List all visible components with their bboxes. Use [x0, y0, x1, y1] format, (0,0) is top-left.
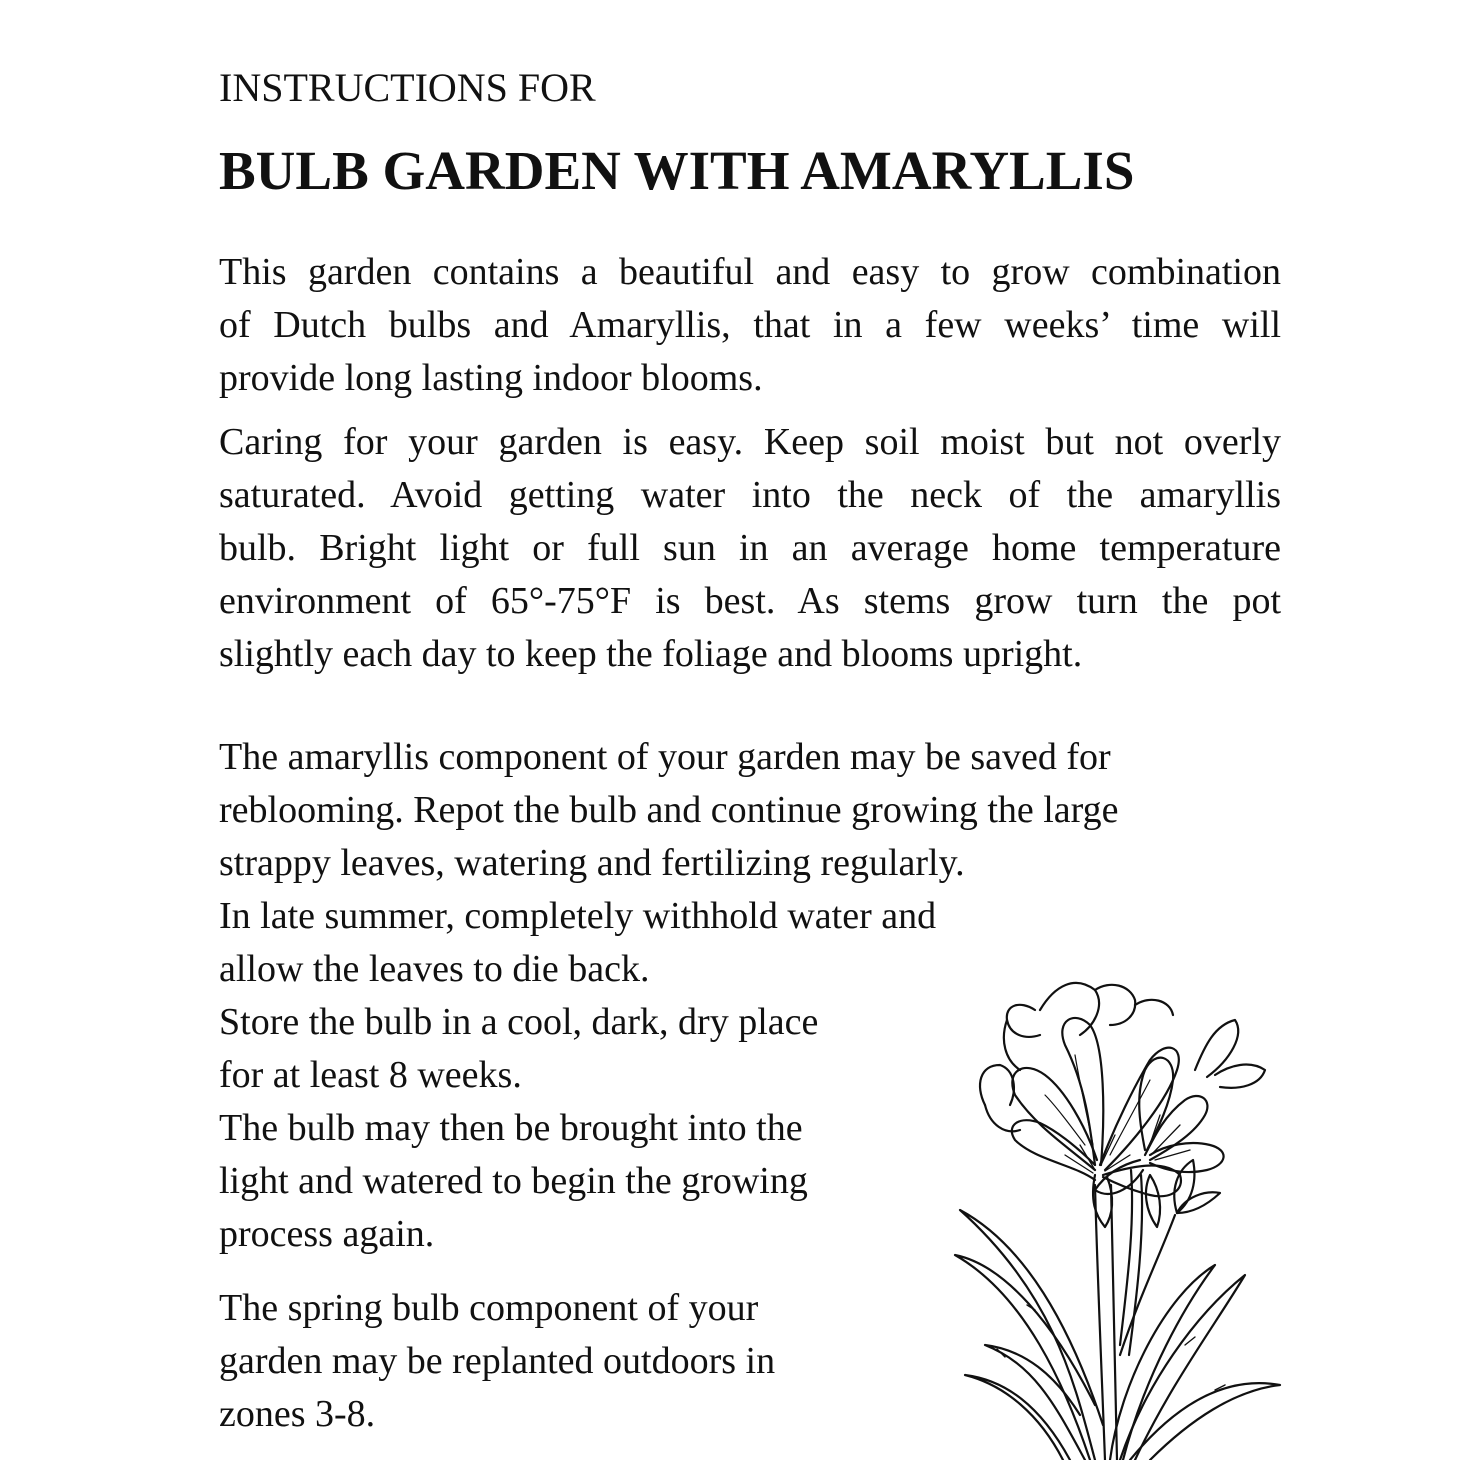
rebloom-line-4: In late summer, completely withhold water and — [219, 895, 937, 937]
rebloom-line-7: for at least 8 weeks. — [219, 1054, 522, 1096]
care-line-1: Caring for your garden is easy. Keep soil moist but not overly — [219, 421, 1281, 463]
intro-line-3: provide long lasting indoor blooms. — [219, 357, 763, 399]
rebloom-line-1: The amaryllis component of your garden may be saved for — [219, 736, 1111, 778]
rebloom-line-8: The bulb may then be brought into the — [219, 1107, 803, 1149]
care-paragraph — [219, 416, 1281, 681]
care-line-4: environment of 65°-75°F is best. As stems grow turn the pot — [219, 580, 1281, 622]
care-line-3: bulb. Bright light or full sun in an average home temperature — [219, 527, 1281, 569]
rebloom-line-6: Store the bulb in a cool, dark, dry place — [219, 1001, 819, 1043]
amaryllis-flower-icon — [945, 965, 1290, 1460]
spring-line-3: zones 3-8. — [219, 1393, 376, 1435]
spring-line-2: garden may be replanted outdoors in — [219, 1340, 776, 1382]
instructions-kicker: INSTRUCTIONS FOR — [219, 65, 596, 110]
page-title: BULB GARDEN WITH AMARYLLIS — [219, 140, 1135, 201]
rebloom-line-9: light and watered to begin the growing — [219, 1160, 808, 1202]
rebloom-line-3: strappy leaves, watering and fertilizing regularly. — [219, 842, 965, 884]
spring-line-1: The spring bulb component of your — [219, 1287, 759, 1329]
intro-line-2: of Dutch bulbs and Amaryllis, that in a few weeks’ time will — [219, 304, 1281, 346]
intro-paragraph — [219, 246, 1281, 405]
spring-bulb-paragraph — [219, 1282, 775, 1441]
care-line-5: slightly each day to keep the foliage and blooms upright. — [219, 633, 1083, 675]
rebloom-line-10: process again. — [219, 1213, 435, 1255]
care-line-2: saturated. Avoid getting water into the neck of the amaryllis — [219, 474, 1281, 516]
rebloom-line-2: reblooming. Repot the bulb and continue growing the large — [219, 789, 1119, 831]
intro-line-1: This garden contains a beautiful and easy to grow combination — [219, 251, 1281, 293]
rebloom-line-5: allow the leaves to die back. — [219, 948, 650, 990]
